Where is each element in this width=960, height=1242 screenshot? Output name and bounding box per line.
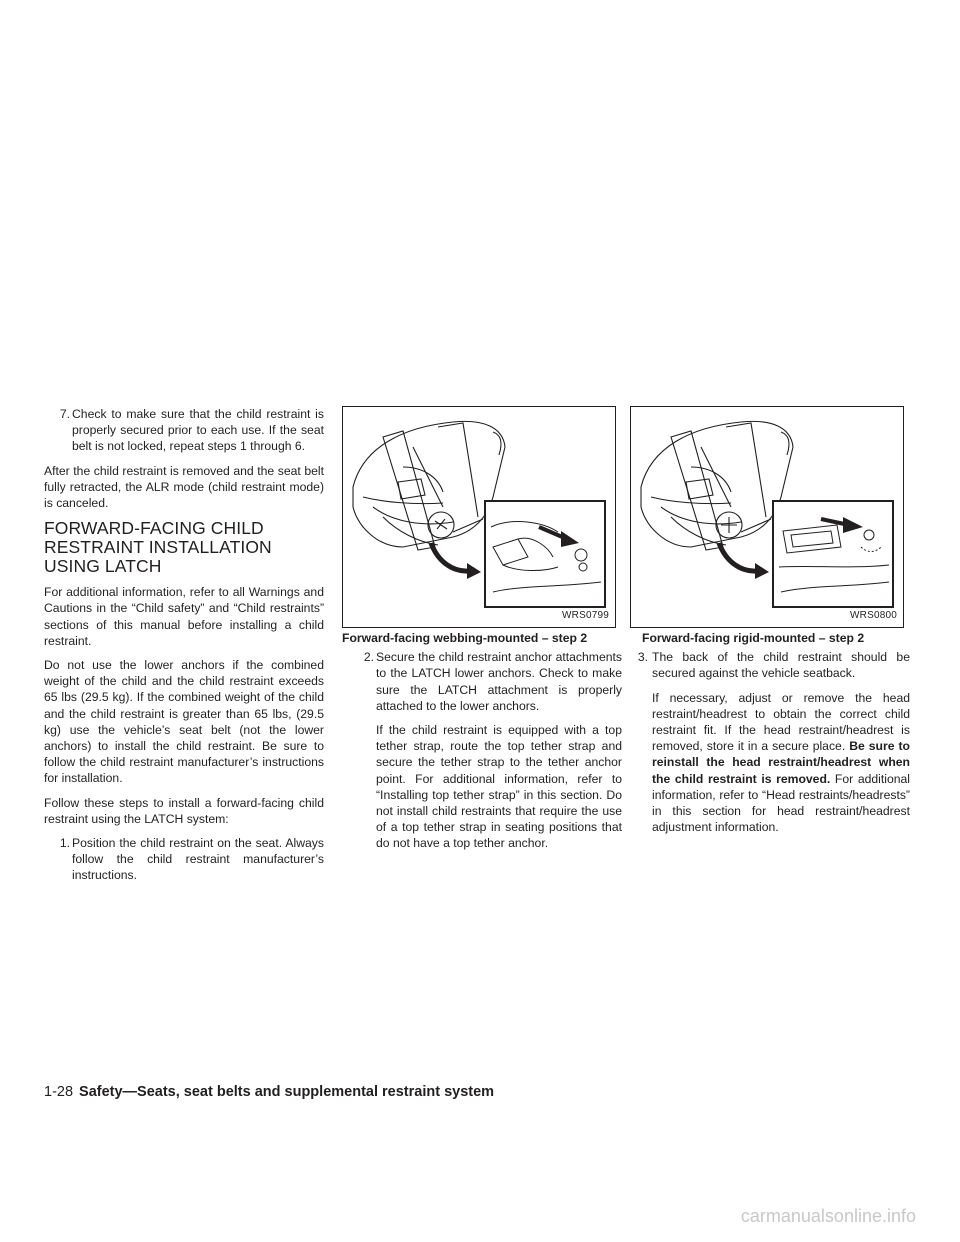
step-text: The back of the child restraint should be secured against the vehicle seatback. — [652, 650, 910, 681]
step-7 — [44, 406, 324, 455]
follow-paragraph: Follow these steps to install a forward-facing child restraint using the LATCH system: — [44, 795, 324, 826]
page-number: 1-28 — [44, 1084, 74, 1100]
step-text: Position the child restraint on the seat. Always follow the child restraint manufacturer’s instructions. — [72, 836, 324, 883]
alr-paragraph: After the child restraint is removed and the seat belt fully retracted, the ALR mode (child restraint mode) is canceled. — [44, 463, 324, 511]
step-number: 2. — [363, 650, 374, 665]
anchors-paragraph: Do not use the lower anchors if the combined weight of the child and the child restraint exceeds 65 lbs (29.5 kg). If the combined weight of the child and the child restraint is greater than 65 lbs, (29.5 kg) use the vehicle’s seat belt (not the lower anchors) to install the child restraint. Be sure to follow the child restraint manufacturer’s instructions for installation. — [44, 658, 324, 786]
paragraph-text-continued: For additional information, refer to “Head restraints/headrests” in this section for head restraint/headrest adjustment information. — [652, 771, 910, 835]
child-seat-illustration — [343, 407, 615, 627]
step-3 — [630, 649, 910, 681]
paragraph-text: If necessary, adjust or remove the head restraint/headrest to obtain the correct child restraint fit. If the head restraint/headrest is removed, store it in a secure place. — [652, 690, 910, 754]
chapter-title: Safety—Seats, seat belts and supplemental restraint system — [79, 1084, 495, 1100]
step-number: 7. — [59, 407, 70, 421]
watermark: carmanualsonline.info — [740, 1206, 916, 1226]
info-paragraph: For additional information, refer to all Warnings and Cautions in the “Child safety” and “Child restraints” sections of this manual before installing a child restraint. — [44, 585, 324, 648]
figure-caption: Forward-facing webbing-mounted – step 2 — [342, 631, 588, 645]
child-seat-illustration — [631, 407, 903, 627]
head-restraint-paragraph — [630, 690, 910, 836]
figure-code: WRS0799 — [562, 609, 609, 621]
page-footer — [44, 1084, 494, 1100]
step-text: Check to make sure that the child restraint is properly secured prior to each use. If the seat belt is not locked, repeat steps 1 through 6. — [72, 407, 324, 454]
section-heading: FORWARD-FACING CHILD RESTRAINT INSTALLATION USING LATCH — [44, 518, 272, 577]
step-text: Secure the child restraint anchor attachments to the LATCH lower anchors. Check to make sure the LATCH attachment is properly attached to the lower anchors. — [376, 650, 622, 713]
paragraph-emphasis: Be sure to reinstall the head restraint/headrest when the child restraint is removed. — [652, 739, 910, 786]
column-3 — [630, 406, 910, 843]
step-number: 1. — [59, 836, 70, 851]
figure-rigid-mounted — [630, 406, 904, 628]
step-1 — [52, 835, 324, 884]
figure-webbing-mounted — [342, 406, 616, 628]
step-number: 3. — [637, 650, 648, 665]
column-2 — [342, 406, 622, 860]
figure-caption: Forward-facing rigid-mounted – step 2 — [642, 631, 865, 645]
step-2 — [348, 649, 622, 714]
column-1 — [44, 406, 324, 892]
tether-paragraph: If the child restraint is equipped with a top tether strap, route the top tether strap and secure the tether strap to the tether anchor point. For additional information, refer to “Installing top tether strap” in this section. Do not install child restraints that require the use of a top tether strap in seating positions that do not have a top tether anchor. — [376, 723, 622, 851]
figure-code: WRS0800 — [850, 609, 897, 621]
